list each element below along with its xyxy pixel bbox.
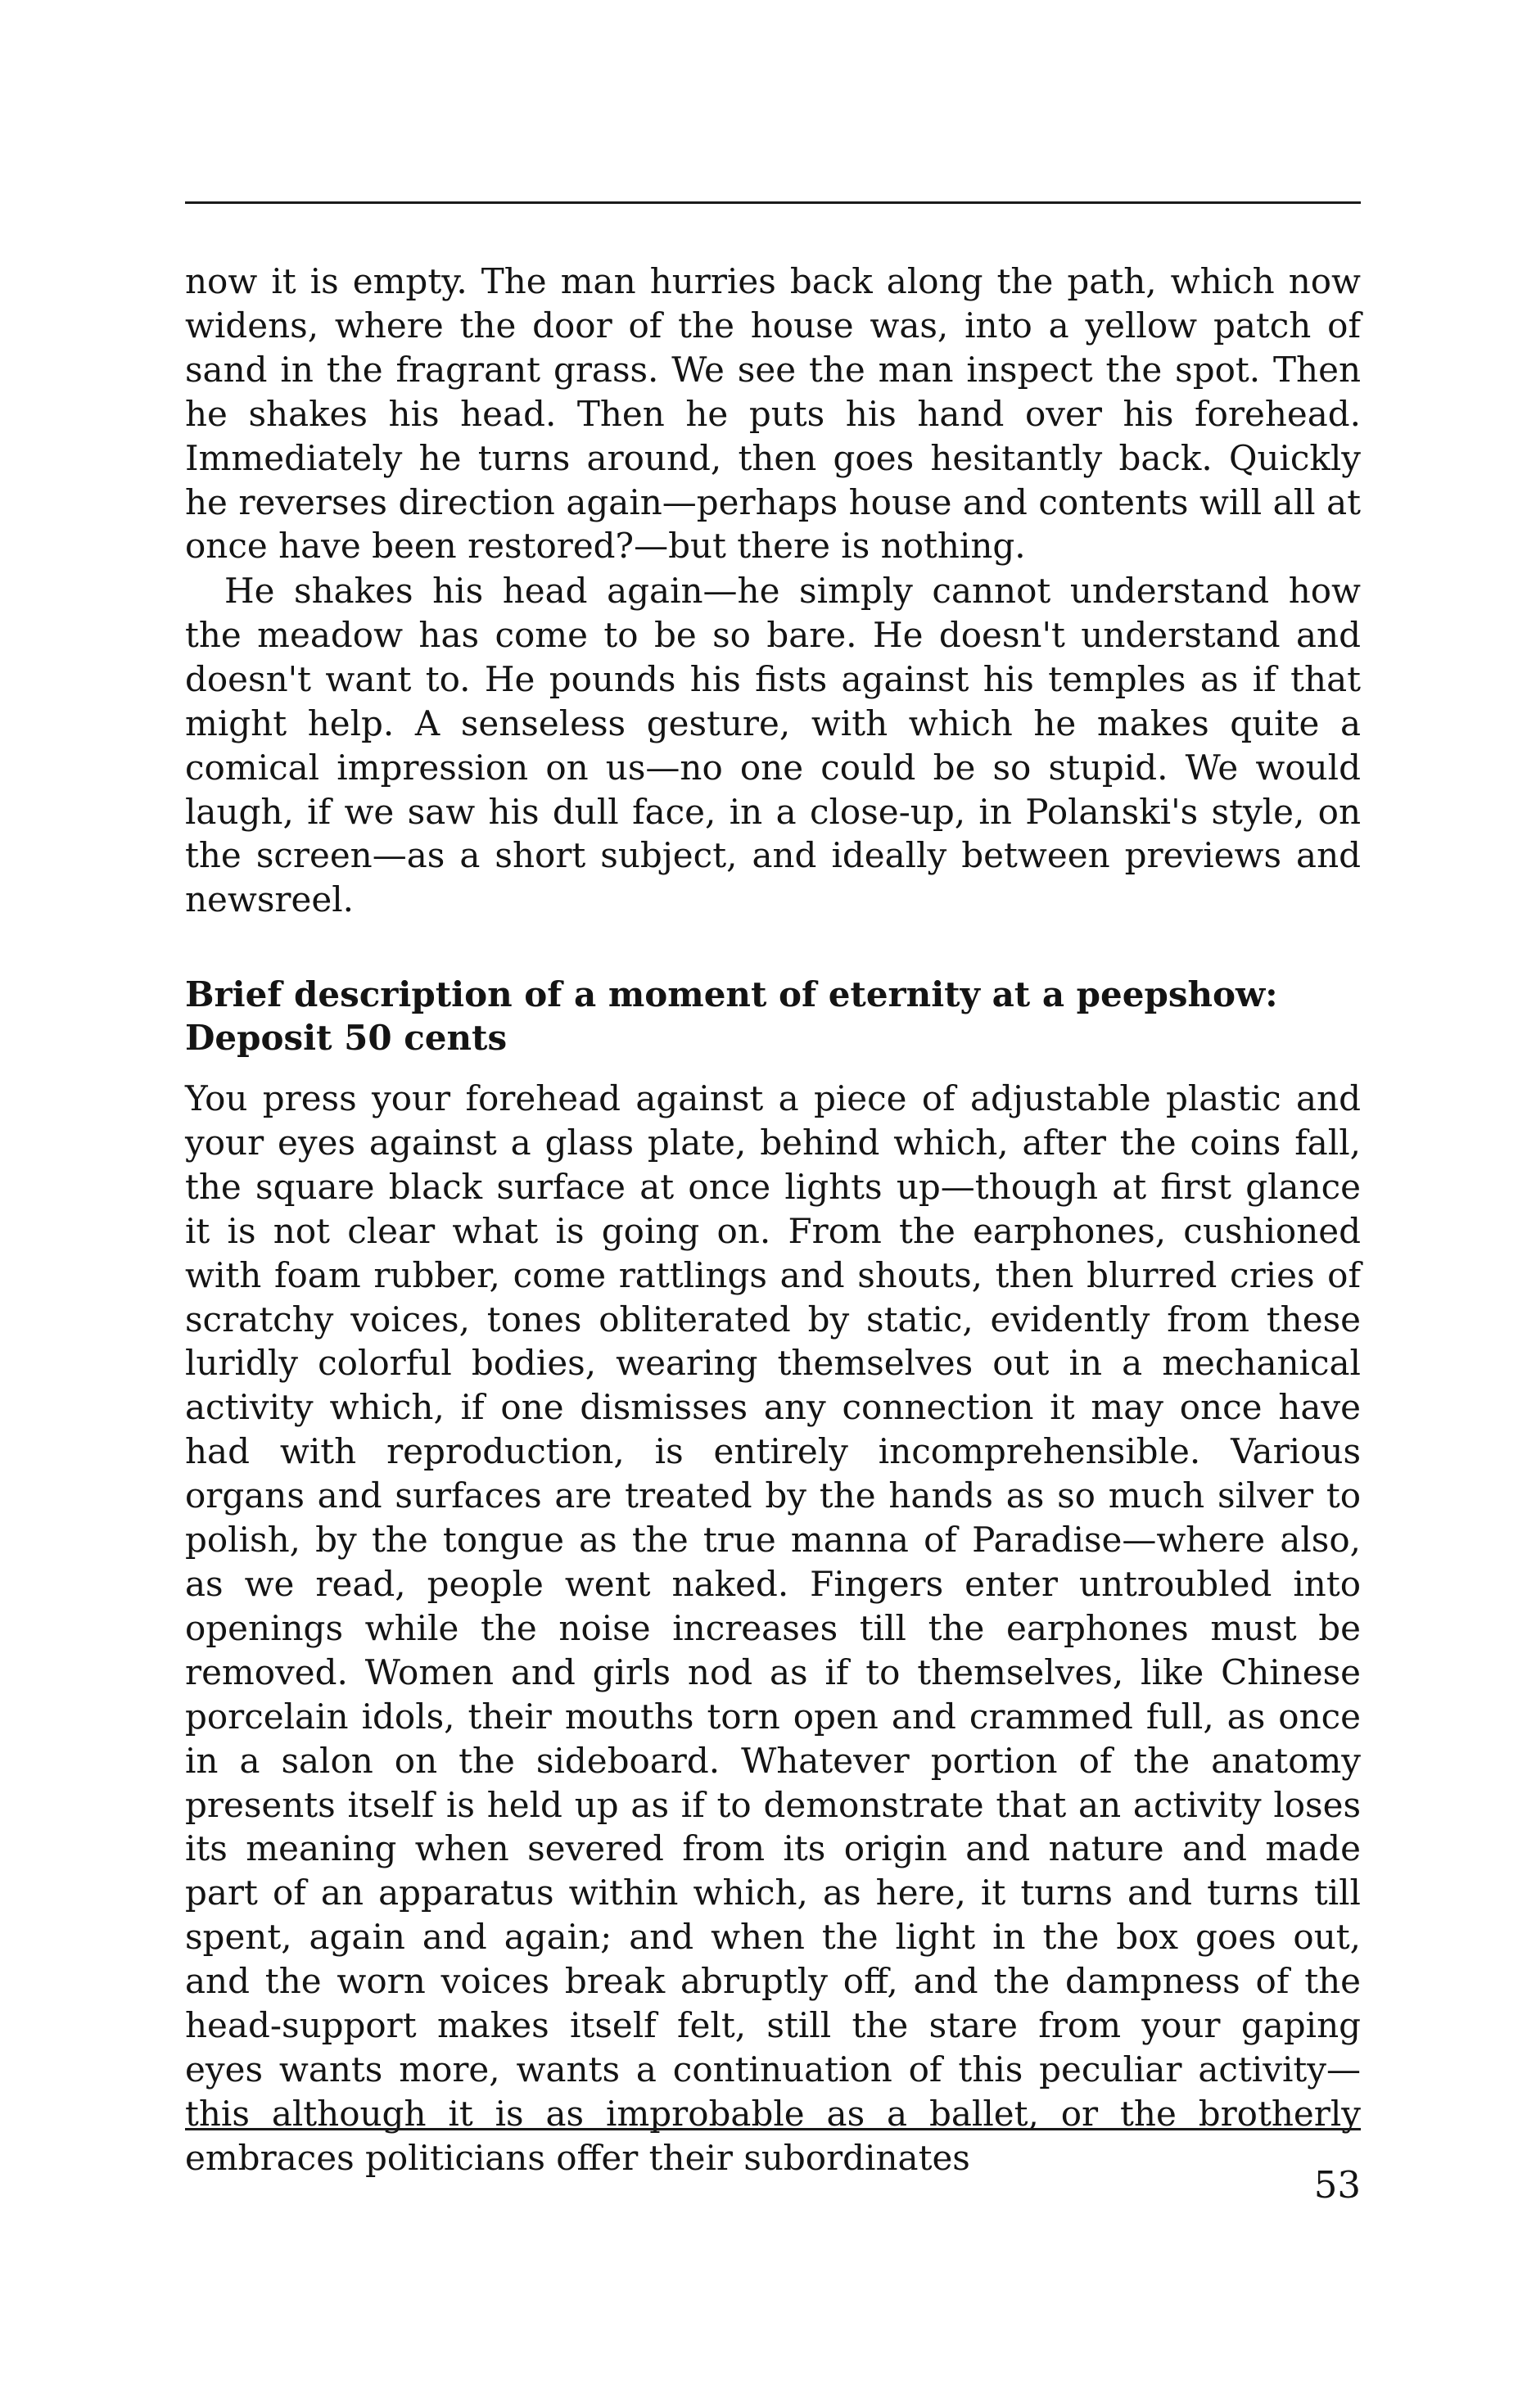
bottom-rule xyxy=(185,2128,1361,2130)
paragraph-indented: He shakes his head again—he simply cannot understand how the meadow has come to be so bare. He doesn't understand and doesn't want to. He pounds his fists against his temples as if that might help. A senseless gesture, with which he makes quite a comical impression on us—no one could be so stupid. We would laugh, if we saw his dull face, in a close-up, in Polanski's style, on the screen—as a short subject, and ideally between previews and newsreel. xyxy=(185,571,1361,920)
section-heading: Brief description of a moment of eternity at a peepshow: Deposit 50 cents xyxy=(185,974,1278,1058)
section-paragraph: You press your forehead against a piece of adjustable plastic and your eyes against a glass plate, behind which, after the coins fall, the square black surface at once lights up—though at first glance it is not clear what is going on. From the earphones, cushioned with foam rubber, come rattlings and shouts, then blurred cries of scratchy voices, tones obliterated by static, evidently from these luridly colorful bodies, wearing themselves out in a mechanical activity which, if one dismisses any connection it may once have had with reproduction, is entirely incomprehensible. Various organs and surfaces are treated by the hands as so much silver to polish, by the tongue as the true manna of Paradise—where also, as we read, people went naked. Fingers enter untroubled into openings while the noise increases till the earphones must be removed. Women and girls nod as if to themselves, like Chinese porcelain idols, their mouths torn open and crammed full, as once in a salon on the sideboard. Whatever portion of the anatomy presents itself is held up as if to demonstrate that an activity loses its meaning when severed from its origin and nature and made part of an apparatus within which, as here, it turns and turns till spent, again and again; and when the light in the box goes out, and the worn voices break abruptly off, and the dampness of the head-support makes itself felt, still the stare from your gaping eyes wants more, wants a continuation of this peculiar activity—this although it is as improbable as a ballet, or the brotherly embraces politicians offer their subordinates xyxy=(185,1078,1361,2178)
page-number: 53 xyxy=(1313,2163,1361,2207)
paragraph-continued: now it is empty. The man hurries back along the path, which now widens, where the door of the house was, into a yellow patch of sand in the fragrant grass. We see the man inspect the spot. Then he shakes his head. Then he puts his hand over his forehead. Immediately he turns around, then goes hesitantly back. Quickly he reverses direction again—perhaps house and contents will all at once have been restored?—but there is nothing. xyxy=(185,261,1361,567)
top-rule xyxy=(185,201,1361,204)
